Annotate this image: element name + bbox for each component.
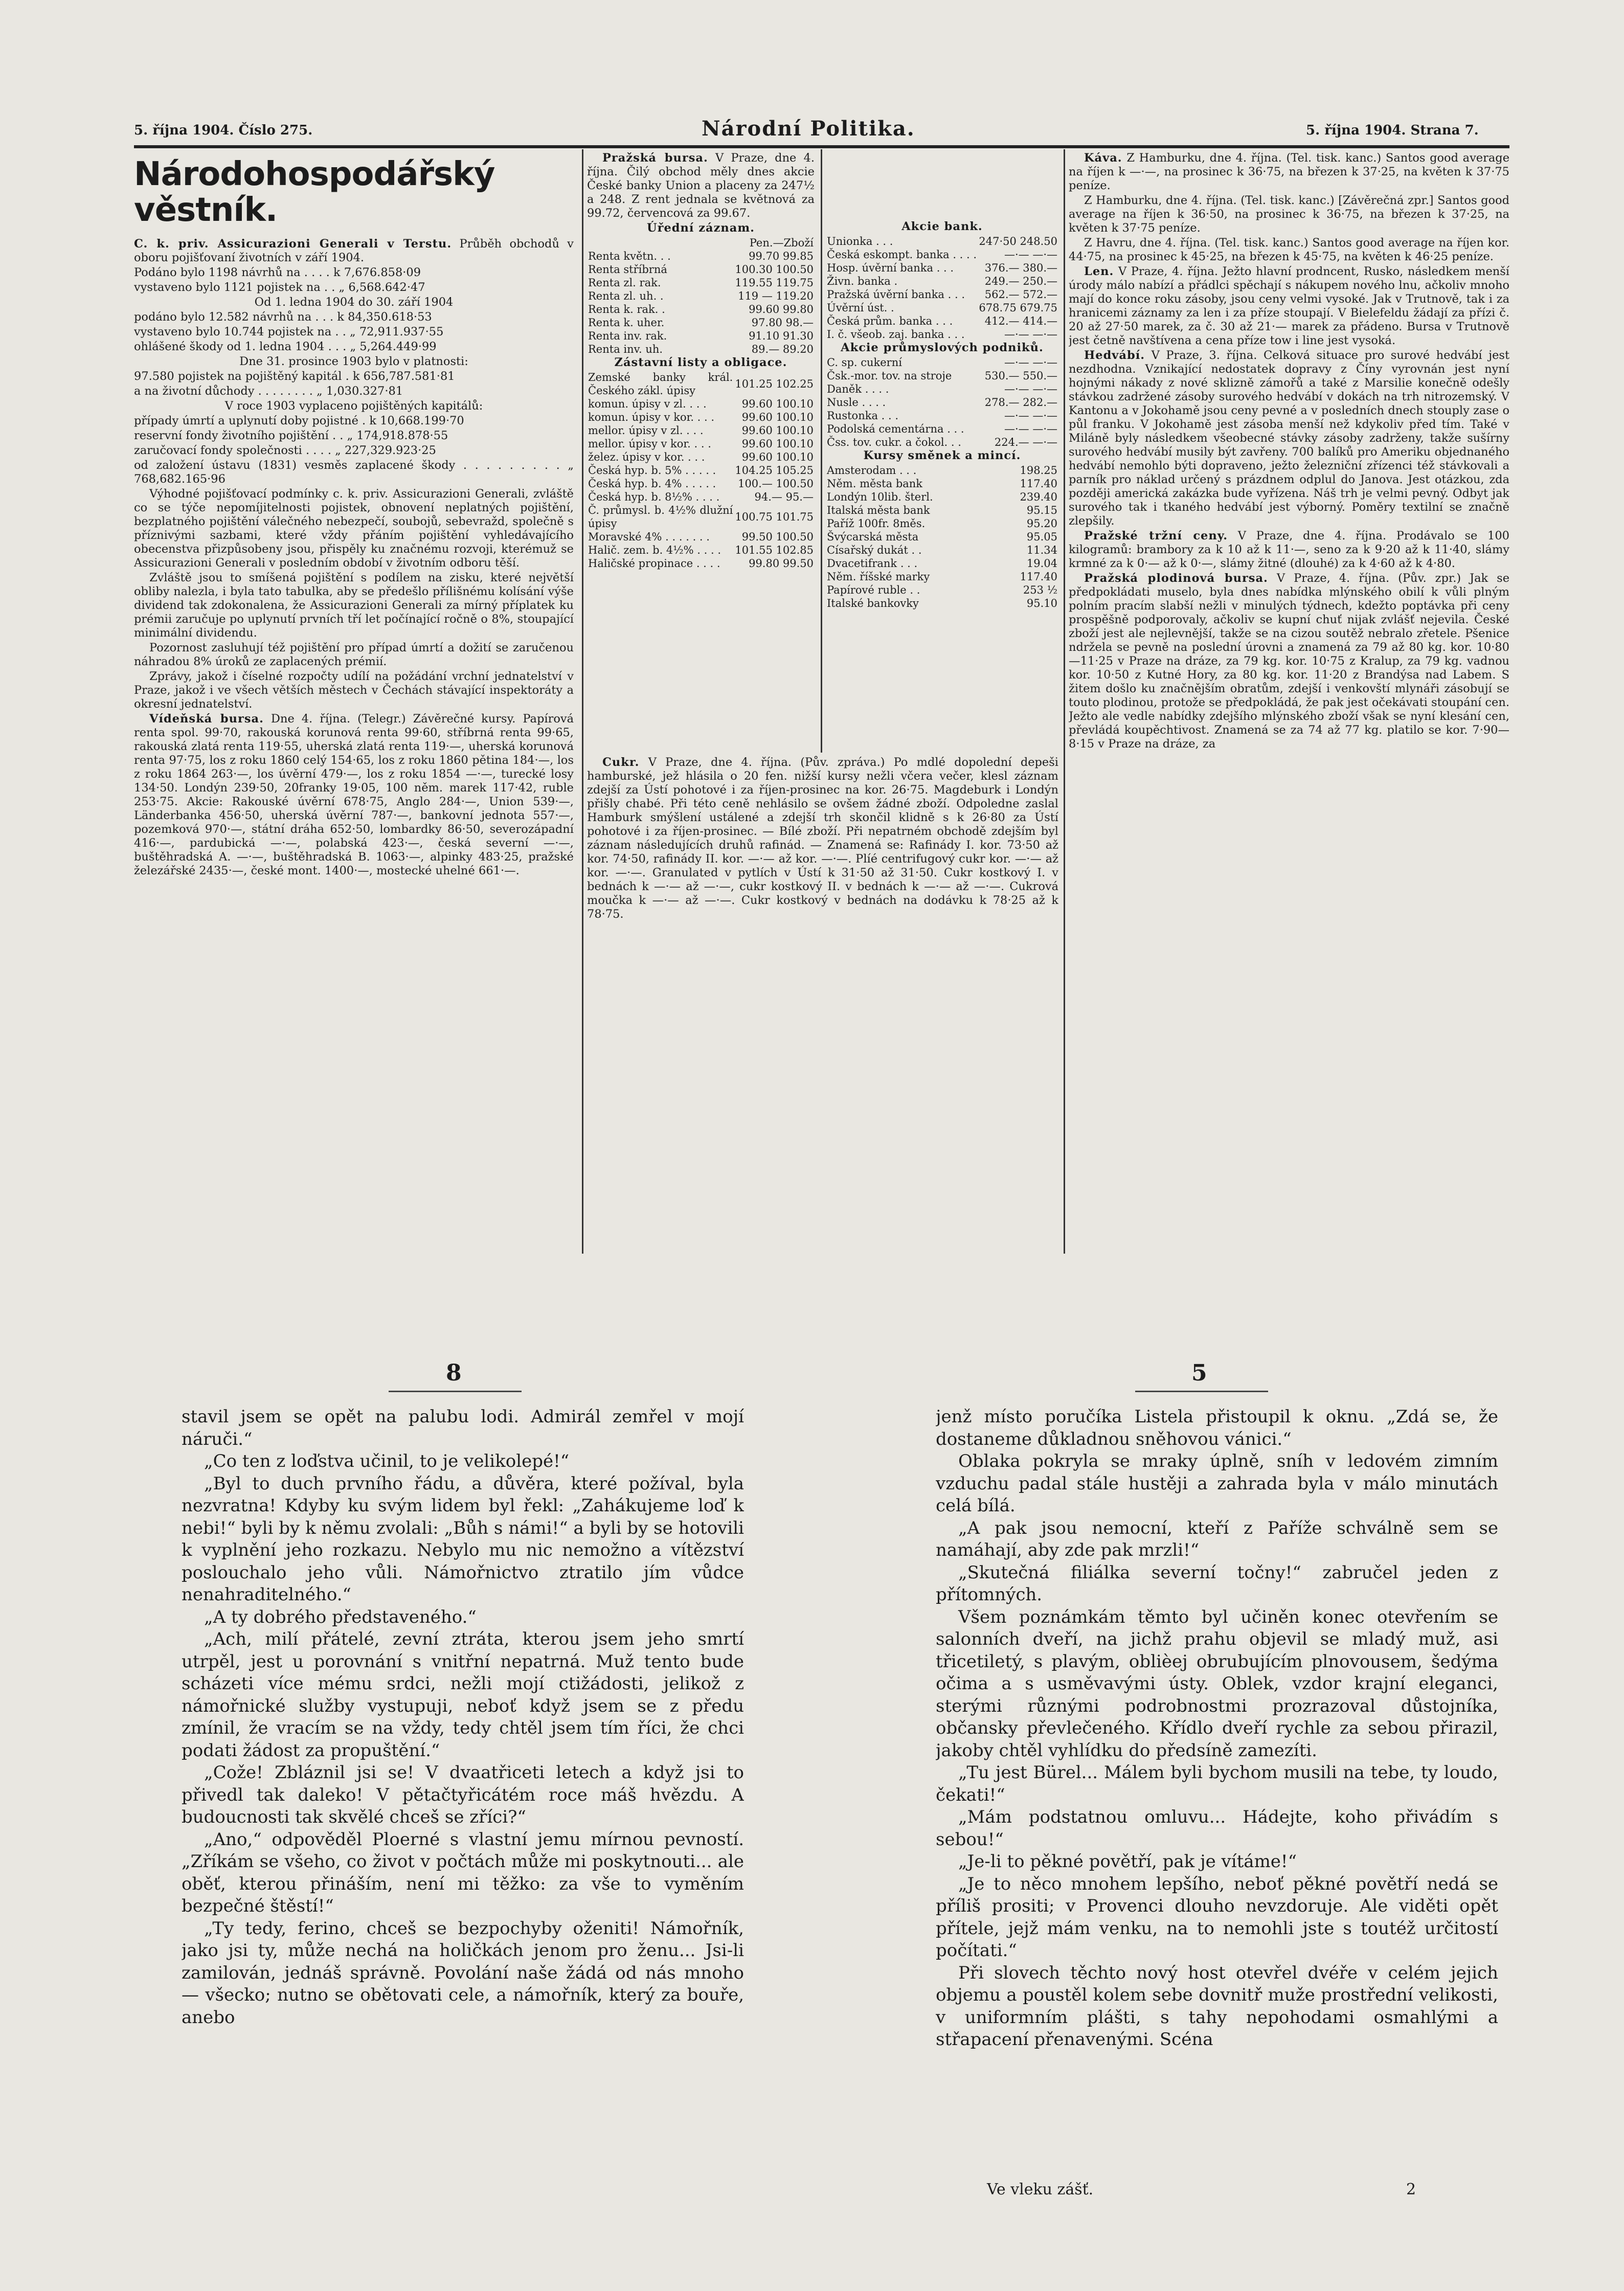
article-text: V Praze, dne 4. října. Čilý obchod měly dnes akcie České banky Union a placeny za 247½ a 248. Z rent jednala se květnová za 99.72, červencová za 99.67.	[587, 151, 815, 220]
story-paragraph: stavil jsem se opět na palubu lodi. Admirál zemřel v mojí náruči.“	[182, 1407, 744, 1449]
story-paragraph: „Ach, milí přátelé, zevní ztráta, kterou jsem jeho smrtí utrpěl, jest u porovnání s vnitřní nepatrná. Muž tento bude scházeti více mému srdci, nežli mojí ctižádosti, jelikož z námořnické služby vystupuji, neboť když jsem se z předu zmínil, že vracím se na vždy, tedy chtěl jsem tím říci, že chci podati žádost za propuštění.“	[182, 1629, 744, 1761]
header-date-left: 5. října 1904. Číslo 275.	[134, 123, 313, 138]
insurance-line: 97.580 pojistek na pojištěný kapitál . k 656,787.581·81	[134, 370, 455, 383]
table-row: Čss. tov. cukr. a čokol. . . 224.— —·—	[827, 436, 1057, 448]
table-row: Renta inv. uh. 89.— 89.20	[588, 343, 814, 355]
table-row: Česká eskompt. banka . . . . —·— —·—	[827, 248, 1057, 261]
insurance-line: a na životní důchody . . . . . . . . „ 1,030.327·81	[134, 384, 403, 398]
table-row: C. sp. cukerní —·— —·—	[827, 356, 1057, 369]
insurance-line: případy úmrtí a uplynutí doby pojistné . k 10,668.199·70	[134, 414, 464, 427]
story-paragraph: „Byl to duch prvního řádu, a důvěra, které požíval, byla nezvratna! Kdyby ku svým lidem byl řekl: „Zahákujeme loď k nebi!“ byli by k němu zvolali: „Bůh s námi!“ a byli by se hotovili k vyplnění jeho rozkazu. Nebylo mu nic nemožno a vítězství poslouchalo jeho vůli. Námořnictvo ztratilo jím vůdce nenahraditelného.“	[182, 1473, 744, 1605]
table-row: Švýcarská města 95.05	[827, 531, 1057, 543]
table-row: Unionka . . . 247·50 248.50	[827, 235, 1057, 247]
article-title: Vídeňská bursa.	[149, 712, 264, 725]
table-row: Úvěrní úst. . 678.75 679.75	[827, 302, 1057, 314]
table-row: Pražská úvěrní banka . . . 562.— 572.—	[827, 288, 1057, 301]
article-title: Len.	[1084, 265, 1114, 278]
story-paragraph: „Ano,“ odpověděl Ploerné s vlastní jemu mírnou pevností. „Zříkám se všeho, co život v počtách může mi poskytnouti... ale oběť, kterou přináším, není mi těžko: za vše to vyměním bezpečné štěstí!“	[182, 1829, 744, 1916]
newspaper-title: Národní Politika.	[702, 117, 915, 141]
table-row: Rustonka . . . —·— —·—	[827, 410, 1057, 422]
table-row: Londýn 10lib. šterl. 239.40	[827, 491, 1057, 503]
table-row: Císařský dukát . . 11.34	[827, 544, 1057, 556]
article-title: Hedvábí.	[1084, 349, 1145, 362]
column-commodities	[1069, 151, 1509, 1256]
table-row: Renta zl. rak. 119.55 119.75	[588, 277, 814, 289]
column-shares	[826, 151, 1058, 760]
table-row: Nusle . . . . 278.— 282.—	[827, 396, 1057, 409]
story-paragraph: „Je-li to pěkné povětří, pak je vítáme!“	[958, 1851, 1297, 1872]
story-paragraph: „A ty dobrého představeného.“	[204, 1606, 477, 1627]
header-date-right: 5. října 1904. Strana 7.	[1306, 123, 1479, 138]
article-title: C. k. priv. Assicurazioni Generali v Terstu.	[134, 237, 452, 251]
table-row: Italská města bank 95.15	[827, 504, 1057, 516]
table-row: komun. úpisy v zl. . . . 99.60 100.10	[588, 398, 814, 410]
story-column-right	[936, 1406, 1498, 2168]
column-economic-news	[134, 151, 574, 1256]
table-heading: Úřední záznam.	[647, 221, 755, 235]
bank-shares-table	[826, 235, 1058, 341]
article-paragraph: Pozornost zasluhují též pojištění pro případ úmrtí a dožití se zaručenou náhradou 8% úroků ze zaplacených prémií.	[134, 641, 574, 668]
table-row: mellor. úpisy v zl. . . . 99.60 100.10	[588, 424, 814, 437]
story-paragraph: Všem poznámkám těmto byl učiněn konec otevřením se salonních dveří, na jichž prahu objevil se mladý muž, asi třicetiletý, s plavým, oblièej obrubujícím plnovousem, šedýma očima a s usměvavými ústy. Oblek, vzdor krajní eleganci, sterými různými podrobnostmi prozrazoval důstojníka, občansky převlečeného. Křídlo dveří rychle za sebou přirazil, jakoby chtěl vyhlídku do předsíně zamezíti.	[936, 1606, 1498, 1761]
table-row: Zemské banky král. Českého zákl. úpisy 101.25 102.25	[588, 371, 814, 397]
table-row: Italské bankovky 95.10	[827, 597, 1057, 609]
table-row: Renta zl. uh. . 119 — 119.20	[588, 290, 814, 302]
header-rule	[134, 145, 1509, 148]
article-text: V Praze, dne 4. října. (Pův. zpráva.) Po mdlé dopolední depeši hamburské, jež hlásila o 20 fen. nižší kursy nežli včera večer, klesl záznam zdejší za Ústí pohotové i za říjen-prosinec na kor. 26·75. Magdeburk i Londýn přišly chabé. Při této ceně nehlásilo se ovšem žádné zboží. Odpoledne zaslal Hamburk smýšlení ustálené a zdejší trh skončil klidně s k 26·80 za Ústí pohotové i za říjen-prosinec. — Bílé zboží. Při nepatrném obchodě zdejším byl záznam následujících druhů rafinád. — Znamená se: Rafinády I. kor. 73·50 až kor. 74·50, rafinády II. kor. —·— až kor. —·—. Plíé centrifugový cukr kor. —·— až kor. —·—. Granulated v pytlích v Ústí k 31·50 až 31·50. Cukr kostkový I. v bednách k —·— až —·—, cukr kostkový II. v bednách k —·— až —·—. Cukrová moučka k —·— až —·—. Cukr kostkový v bednách na dodávku k 78·25 až k 78·75.	[587, 756, 1058, 921]
insurance-line: zaručovací fondy společnosti . . . . „ 227,329.923·25	[134, 444, 436, 457]
article-sugar	[587, 756, 1058, 1252]
table-heading: Zástavní listy a obligace.	[614, 356, 787, 369]
article-paragraph: Zvláště jsou to smíšená pojištění s podílem na zisku, které největší obliby nalezla, i byla tato tabulka, aby se předešlo přílišnému kolísání výše dividend tak zdokonalena, že Assicurazioni Generali za mírný příplatek ku prémii zaručuje po uplynutí prvních tří let počínající ročně o 8%, stoupající minimální dividendu.	[134, 571, 574, 640]
insurance-line: vystaveno bylo 10.744 pojistek na . . „ 72,911.937·55	[134, 325, 444, 338]
table-row: Dvacetifrank . . . 19.04	[827, 557, 1057, 570]
table-row: Živn. banka . 249.— 250.—	[827, 275, 1057, 287]
table-row: Něm. města bank 117.40	[827, 478, 1057, 490]
table-row: Česká hyp. b. 8½% . . . . 94.— 95.—	[588, 491, 814, 503]
insurance-line: reservní fondy životního pojištění . . „ 174,918.878·55	[134, 429, 448, 442]
story-paragraph: „Je to něco mnohem lepšího, neboť pěkné povětří nedá se příliš prositi; v Provenci dlouho nevzdoruje. Ale viděti opět přítele, jejž mám venku, na to nemohli jste s toutéž určitostí počítati.“	[936, 1873, 1498, 1961]
story-column-left	[182, 1406, 744, 2168]
table-row: Daněk . . . . —·— —·—	[827, 383, 1057, 395]
insurance-line: Podáno bylo 1198 návrhů na . . . . k 7,676.858·09	[134, 266, 421, 279]
story-paragraph: „Cože! Zbláznil jsi se! V dvaatřiceti letech a když jsi to přivedl tak daleko! V pětačtyřicátém roce máš hvězdu. A budoucnosti tak skvělé chceš se zříci?“	[182, 1762, 744, 1827]
table-heading: Akcie průmyslových podniků.	[841, 341, 1044, 354]
table-row: Podolská cementárna . . . —·— —·—	[827, 423, 1057, 435]
table-row: Česká prům. banka . . . 412.— 414.—	[827, 315, 1057, 327]
article-paragraph: Z Havru, dne 4. října. (Tel. tisk. kanc.) Santos good average na říjen kor. 44·75, na prosinec k 45·25, na březen k 45·75, na květen k 46·25 peníze.	[1069, 236, 1509, 263]
story-paragraph: „Ty tedy, ferino, chceš se bezpochyby oženiti! Námořník, jako jsi ty, může nechá na holičkách jenom pro ženu... Jsi-li zamilován, jednáš správně. Povolání naše žádá od nás mnoho — všecko; nutno se obětovati cele, a námořník, který za bouře, anebo	[182, 1918, 744, 2028]
column-rule	[821, 149, 822, 753]
insurance-line: ohlášené škody od 1. ledna 1904 . . . „ 5,264.449·99	[134, 340, 437, 353]
table-row: Amsterodam . . . 198.25	[827, 464, 1057, 477]
table-heading: Kursy směnek a mincí.	[863, 449, 1021, 462]
story-paragraph: „Mám podstatnou omluvu... Hádejte, koho přivádím s sebou!“	[936, 1807, 1498, 1850]
article-title: Cukr.	[602, 756, 640, 769]
article-title: Pražská bursa.	[602, 151, 708, 165]
table-row: Papírové ruble . . 253 ½	[827, 584, 1057, 596]
table-row: Čsk.-mor. tov. na stroje 530.— 550.—	[827, 370, 1057, 382]
story-paragraph: „Co ten z loďstva učinil, to je velikolepé!“	[204, 1451, 570, 1471]
table-row: Č. průmysl. b. 4½% dlužní úpisy 100.75 101.75	[588, 504, 814, 530]
article-title: Pražské tržní ceny.	[1084, 529, 1228, 542]
article-text: V Praze, 3. října. Celková situace pro surové hedvábí jest nezdhodna. Vznikající nedostatek dopravy z Číny vyrovnán jest nyní hojnými nákady z nové sklizně zámořů a také z Marsilie konečně odešly stávkou zadržené zásoby surového hedvábí v dokách na trh nitrozemský. V Kantonu a v Jokohamě jsou ceny pevné a v posledních dnech stouply zase o půl franku. V Jokohamě jest zásoba menší než kdykoliv před tím. Také v Miláně byly následkem všeobecné stávky zásoby zadrženy, takže sušírny surového hedvábí musily být zavřeny. 700 balíků pro Ameriku objednaného hedvábí nemohlo býti dopraveno, ježto železniční zřízenci též stávkovali a parník pro náklad určený s prázdnem odplul do Janova. Jest otázkou, zda později americká zakázka bude vyřízena. Náš trh je velmi pevný. Odbyt jak surového tak i tkaného hedvábí jest výborný. Poměry textilní se značně zlepšily.	[1069, 349, 1509, 528]
insurance-line: V roce 1903 vyplaceno pojištěných kapitálů:	[224, 399, 483, 413]
column-rule	[1064, 149, 1065, 1254]
article-text: V Praze, dne 4. října. Prodávalo se 100 kilogramů: brambory za k 10 až k 11·—, seno za k 9·20 až k 11·40, slámy krmné za k 0·— až k 0·—, slámy žitné (dlouhé) za k 4·60 až k 4·80.	[1069, 529, 1509, 570]
insurance-line: vystaveno bylo 1121 pojistek na . . „ 6,568.642·47	[134, 281, 425, 294]
table-heading: Akcie bank.	[901, 220, 983, 233]
insurance-line: podáno bylo 12.582 návrhů na . . . k 84,350.618·53	[134, 310, 432, 324]
table-row: mellor. úpisy v kor. . . . 99.60 100.10	[588, 438, 814, 450]
story-paragraph: „Skutečná filiálka severní točny!“ zabručel jeden z přítomných.	[936, 1562, 1498, 1605]
article-text: Dne 4. října. (Telegr.) Závěrečné kursy. Papírová renta spol. 99·70, rakouská korunová renta 99·60, stříbrná renta 99·65, rakouská zlatá renta 119·55, uherská zlatá renta 119·—, uherská korunová renta 97·75, los z roku 1860 celý 154·65, los z roku 1860 pětina 184·—, los z roku 1864 263·—, los úvěrní 479·—, los z roku 1854 —·—, turecké losy 134·50. Londýn 239·50, 20franky 19·05, 100 něm. marek 117·42, ruble 253·75. Akcie: Rakouské úvěrní 678·75, Anglo 284·—, Union 539·—, Länderbanka 456·50, uherská úvěrní 787·—, bankovní jednota 557·—, pozemková 970·—, státní dráha 652·50, lombardky 86·50, severozápadní 416·—, pardubická —·—, polabská 423·—, česká severní —·—, buštěhradská A. —·—, buštěhradská B. 1063·—, alpinky 483·25, pražské železářské 2435·—, české mont. 1400·—, mostecké uhelné 661·—.	[134, 712, 574, 877]
table-row: Renta stříbrná 100.30 100.50	[588, 263, 814, 276]
table-row: komun. úpisy v kor. . . . 99.60 100.10	[588, 411, 814, 423]
table-row: Halič. zem. b. 4½% . . . . 101.55 102.85	[588, 544, 814, 556]
table-row: Renta k. uher. 97.80 98.—	[588, 316, 814, 329]
story-paragraph: jenž místo poručíka Listela přistoupil k oknu. „Zdá se, že dostaneme důkladnou sněhovou vánici.“	[936, 1407, 1498, 1449]
article-text: Z Hamburku, dne 4. října. (Tel. tisk. kanc.) Santos good average na říjen k —·—, na prosinec k 36·75, na březen k 37·25, na květen k 37·75 peníze.	[1069, 151, 1509, 192]
section-masthead: Národohospodářský věstník.	[134, 155, 495, 229]
insurance-line: Dne 31. prosince 1903 bylo v platnosti:	[239, 355, 468, 368]
story-paragraph: Při slovech těchto nový host otevřel dvéře v celém jejich objemu a poustěl kolem sebe dovnitř muže prostřední velikosti, v uniformním plášti, s tahy nepohodami osmahlými a střapacení přenavenými. Scéna	[936, 1962, 1498, 2050]
page-number-rule	[1135, 1391, 1268, 1392]
article-paragraph: Výhodné pojišťovací podmínky c. k. priv. Assicurazioni Generali, zvláště co se týče nepomíjitelnosti pojistek, obnovení neplatných pojištění, bezplatného pojištění válečného nebezpečí, soubojů, sebevražd, společně s příznivými sazbami, které vždy přáním pojištění vyhledávajícího obecenstva přizpůsobeny jsou, přispěly ku značnému rozvoji, kterémuž se Assicurazioni Generali v posledním období v životním odboru těší.	[134, 487, 574, 570]
table-row: Moravské 4% . . . . . . . 99.50 100.50	[588, 531, 814, 543]
story-paragraph: „A pak jsou nemocní, kteří z Paříže schválně sem se namáhají, aby zde pak mrzli!“	[936, 1517, 1498, 1560]
article-paragraph: Z Hamburku, dne 4. října. (Tel. tisk. kanc.) [Závěrečná zpr.] Santos good average na říjen k 36·50, na prosinec k 36·75, na březen k 37·25, na květen k 37·75 peníze.	[1069, 194, 1509, 235]
table-row: Česká hyp. b. 5% . . . . . 104.25 105.25	[588, 464, 814, 477]
table-row: Hosp. úvěrní banka . . . 376.— 380.—	[827, 262, 1057, 274]
table-header-row: Pen.—Zboží	[749, 237, 814, 249]
table-row: želez. úpisy v kor. . . . 99.60 100.10	[588, 451, 814, 463]
table-row: Renta květn. . . 99.70 99.85	[588, 250, 814, 262]
page-number-left: 8	[446, 1360, 462, 1386]
rents-table	[587, 236, 815, 356]
table-row: I. č. všeob. zaj. banka . . . —·— —·—	[827, 328, 1057, 341]
column-rule	[582, 149, 583, 1254]
story-paragraph: „Tu jest Bürel... Málem byli bychom musili na tebe, ty loudo, čekati!“	[936, 1762, 1498, 1805]
story-paragraph: Oblaka pokryla se mraky úplně, sníh v ledovém zimním vzduchu padal stále hustěji a zahrada byla v málo minutách celá bílá.	[936, 1451, 1498, 1516]
table-row: Renta inv. rak. 91.10 91.30	[588, 330, 814, 342]
table-row: Haličské propinace . . . . 99.80 99.50	[588, 557, 814, 570]
table-row: Paříž 100fr. 8měs. 95.20	[827, 517, 1057, 530]
page-number-rule	[389, 1391, 522, 1392]
article-lead: Průběh obchodů v oboru pojišťovaní životních v září 1904.	[134, 237, 574, 264]
exchange-rates-table	[826, 464, 1058, 610]
article-text: V Praze, 4. října. Ježto hlavní prodncent, Rusko, následkem menší úrody málo nabízí a přádlci spěchají s nákupem nového lnu, ačkoliv mnoho mají do konce roku zásoby, jsou ceny velmi vysoké. Jak v Trutnově, tak i za hranicemi záznamy za len i za příze stoupají. V Bielefeldu žádají za přízi č. 20 až 27·50 marek, za č. 30 až 21·— marek za přádeno. Bursa v Trutnově jest četně navštívena a cena příze tow i line jest vysoká.	[1069, 265, 1509, 347]
table-row: Renta k. rak. . 99.60 99.80	[588, 303, 814, 315]
page-number-right: 5	[1191, 1360, 1207, 1386]
story-footer-number: 2	[1406, 2181, 1416, 2198]
article-paragraph: Zprávy, jakož i číselné rozpočty udílí na požádání vrchní jednatelství v Praze, jakož i ve všech větších městech v Čechách stávající inspektoráty a okresní jednatelství.	[134, 670, 574, 711]
industry-shares-table	[826, 356, 1058, 449]
bonds-table	[587, 371, 815, 570]
table-row: Něm. říšské marky 117.40	[827, 571, 1057, 583]
story-footer-title: Ve vleku zášť.	[987, 2181, 1094, 2198]
article-title: Pražská plodinová bursa.	[1084, 572, 1268, 585]
table-row: Česká hyp. b. 4% . . . . . 100.— 100.50	[588, 478, 814, 490]
article-title: Káva.	[1084, 151, 1122, 165]
insurance-line: Od 1. ledna 1904 do 30. září 1904	[254, 296, 454, 309]
insurance-line: od založení ústavu (1831) vesměs zaplacené škody . . . . . . . . . „ 768,682.165·96	[134, 459, 574, 486]
article-text: V Praze, 4. října. (Pův. zpr.) Jak se předpokládati muselo, byla dnes nabídka mlýnského obilí k vůli plným polním pracím slabší nežli v minulých týdnech, kdežto poptávka při ceny prospěšně podporovaly, ačkoliv se kupní chuť nijak zvlášť nejevila. České zboží jest ale nejlevnější, takže se na cizou soutěž nebralo zřetele. Pšenice ndržela se pevně na poslední úrovni a znamená za 79 až 80 kg. kor. 10·80—11·25 v Praze na dráze, za 79 kg. kor. 10·75 z Kralup, za 79 kg. vadnou kor. 10·50 z Kutné Hory, za 80 kg. kor. 11·20 z Brandýsa nad Labem. S žitem došlo ku značnějším obratům, zdejší i venkovští mlynáři zásobují se touto plodinou, protože se předpokládá, že pak jest očekávati stoupání cen. Ježto ale vedle nabídky zdejšího mlýnského zboží však se nyní klesání cen, převládá koupěchtivost. Znamená se za 74 až 77 kg. platilo se kor. 7·90—8·15 v Praze na dráze, za	[1069, 572, 1509, 751]
